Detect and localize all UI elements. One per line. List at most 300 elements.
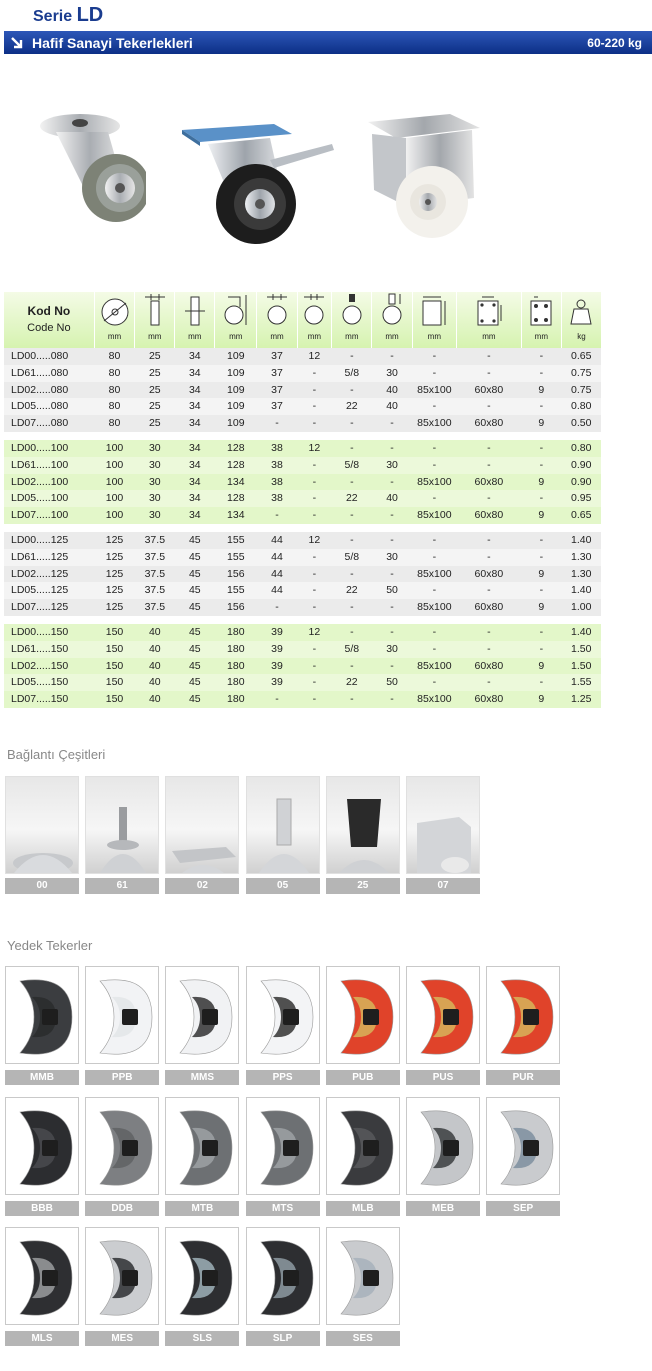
spare-wheel-photo xyxy=(5,1227,79,1325)
value-cell: 40 xyxy=(135,691,175,708)
spare-wheel-label: MLS xyxy=(5,1331,79,1346)
value-cell: 125 xyxy=(94,532,135,549)
value-cell: 180 xyxy=(215,624,257,641)
spare-wheel-item[interactable] xyxy=(406,1097,480,1216)
value-cell: 45 xyxy=(175,674,215,691)
value-cell: 38 xyxy=(257,490,297,507)
value-cell: - xyxy=(521,532,561,549)
value-cell: 0.80 xyxy=(561,398,601,415)
spare-wheel-item[interactable] xyxy=(326,966,400,1085)
code-cell: LD05.....125 xyxy=(4,582,94,599)
value-cell: - xyxy=(521,582,561,599)
spare-wheel-item[interactable] xyxy=(326,1097,400,1216)
value-cell: 60x80 xyxy=(457,382,522,399)
value-cell: - xyxy=(457,348,522,365)
value-cell: 25 xyxy=(135,348,175,365)
unit-label: mm xyxy=(482,332,496,342)
value-cell: 50 xyxy=(372,582,412,599)
spare-wheel-photo xyxy=(165,1097,239,1195)
connection-photo xyxy=(85,776,159,874)
spare-wheel-item[interactable] xyxy=(406,966,480,1085)
value-cell: 125 xyxy=(94,599,135,616)
value-cell: - xyxy=(521,365,561,382)
value-cell: 37 xyxy=(257,365,297,382)
value-cell: 37.5 xyxy=(135,549,175,566)
connection-photo xyxy=(165,776,239,874)
spare-wheel-image xyxy=(86,1098,159,1195)
value-cell: 60x80 xyxy=(457,691,522,708)
weight-icon xyxy=(569,297,593,327)
value-cell: 80 xyxy=(94,398,135,415)
value-cell: 0.80 xyxy=(561,440,601,457)
value-cell: - xyxy=(372,599,412,616)
value-cell: 38 xyxy=(257,457,297,474)
value-cell: - xyxy=(521,549,561,566)
connection-image xyxy=(86,777,159,874)
table-row xyxy=(4,398,601,415)
code-cell: LD61.....125 xyxy=(4,549,94,566)
value-cell: 45 xyxy=(175,549,215,566)
title-bar xyxy=(4,31,652,54)
value-cell: 34 xyxy=(175,474,215,491)
connection-item[interactable] xyxy=(326,776,400,894)
value-cell: - xyxy=(372,507,412,524)
value-cell: 40 xyxy=(372,382,412,399)
spare-wheel-label: MEB xyxy=(406,1201,480,1216)
bolt-spacing-icon xyxy=(474,293,504,327)
spare-wheel-photo xyxy=(406,966,480,1064)
value-cell: 1.40 xyxy=(561,624,601,641)
code-cell: LD02.....150 xyxy=(4,658,94,675)
value-cell: 30 xyxy=(372,549,412,566)
value-cell: 39 xyxy=(257,641,297,658)
table-row xyxy=(4,415,601,432)
value-cell: 34 xyxy=(175,382,215,399)
table-row xyxy=(4,691,601,708)
spare-wheel-image xyxy=(166,1098,239,1195)
spare-wheel-image xyxy=(327,1098,400,1195)
value-cell: 1.00 xyxy=(561,599,601,616)
value-cell: 85x100 xyxy=(412,474,456,491)
table-row xyxy=(4,532,601,549)
spare-wheel-label: BBB xyxy=(5,1201,79,1216)
value-cell: 22 xyxy=(332,582,372,599)
value-cell: 60x80 xyxy=(457,415,522,432)
table-row xyxy=(4,490,601,507)
value-cell: - xyxy=(457,490,522,507)
value-cell: 1.40 xyxy=(561,532,601,549)
value-cell: 25 xyxy=(135,398,175,415)
connection-image xyxy=(327,777,400,874)
code-cell: LD05.....150 xyxy=(4,674,94,691)
spare-wheel-item[interactable] xyxy=(326,1227,400,1346)
value-cell: 60x80 xyxy=(457,507,522,524)
code-cell: LD07.....080 xyxy=(4,415,94,432)
value-cell: - xyxy=(297,582,332,599)
connection-photo xyxy=(5,776,79,874)
value-cell: 0.65 xyxy=(561,348,601,365)
spare-wheel-item[interactable] xyxy=(165,1227,239,1346)
value-cell: 0.65 xyxy=(561,507,601,524)
col-total-height xyxy=(215,292,257,348)
table-row xyxy=(4,582,601,599)
value-cell: - xyxy=(521,641,561,658)
value-cell: 1.30 xyxy=(561,549,601,566)
spare-wheel-photo xyxy=(246,1097,320,1195)
connection-image xyxy=(6,777,79,874)
group-spacer xyxy=(4,432,601,440)
value-cell: 155 xyxy=(215,532,257,549)
unit-label: mm xyxy=(427,332,441,342)
value-cell: 44 xyxy=(257,532,297,549)
value-cell: 25 xyxy=(135,382,175,399)
value-cell: - xyxy=(332,382,372,399)
value-cell: 34 xyxy=(175,507,215,524)
table-row xyxy=(4,599,601,616)
spare-wheel-photo xyxy=(165,1227,239,1325)
value-cell: 30 xyxy=(135,474,175,491)
code-cell: LD05.....100 xyxy=(4,490,94,507)
table-row xyxy=(4,365,601,382)
table-header-row xyxy=(4,292,601,348)
spare-wheel-photo xyxy=(406,1097,480,1195)
table-row xyxy=(4,474,601,491)
connection-item[interactable] xyxy=(165,776,239,894)
spare-wheel-label: MES xyxy=(85,1331,159,1346)
value-cell: 37 xyxy=(257,348,297,365)
value-cell: 38 xyxy=(257,474,297,491)
arrow-down-right-icon xyxy=(10,36,24,50)
value-cell: 34 xyxy=(175,457,215,474)
plate-size-icon xyxy=(419,293,449,327)
value-cell: 37.5 xyxy=(135,599,175,616)
value-cell: - xyxy=(332,415,372,432)
unit-label: mm xyxy=(107,332,122,342)
value-cell: 30 xyxy=(135,490,175,507)
section-title: Hafif Sanayi Tekerlekleri xyxy=(32,34,193,51)
spare-wheel-label: MMS xyxy=(165,1070,239,1085)
value-cell: - xyxy=(332,532,372,549)
bolt-hole-icon xyxy=(300,293,328,327)
connection-item[interactable] xyxy=(406,776,480,894)
spare-wheel-item[interactable] xyxy=(85,1097,159,1216)
spec-table xyxy=(4,292,601,708)
spare-wheel-image xyxy=(327,1228,400,1325)
value-cell: 39 xyxy=(257,674,297,691)
spare-wheel-label: PPB xyxy=(85,1070,159,1085)
swivel-caster-bolt-hole-image xyxy=(28,108,146,226)
spare-wheel-image xyxy=(247,967,320,1064)
col-hole-diameter xyxy=(521,292,561,348)
value-cell: 134 xyxy=(215,507,257,524)
value-cell: 109 xyxy=(215,398,257,415)
value-cell: 150 xyxy=(94,624,135,641)
value-cell: 37.5 xyxy=(135,566,175,583)
spare-wheel-label: SLS xyxy=(165,1331,239,1346)
spare-wheel-label: MLB xyxy=(326,1201,400,1216)
value-cell: - xyxy=(372,624,412,641)
col-weight xyxy=(561,292,601,348)
unit-label: mm xyxy=(229,332,243,342)
connections-title: Bağlantı Çeşitleri xyxy=(7,747,106,762)
value-cell: - xyxy=(332,474,372,491)
value-cell: - xyxy=(297,674,332,691)
unit-label: mm xyxy=(345,332,359,342)
value-cell: - xyxy=(297,365,332,382)
value-cell: - xyxy=(521,348,561,365)
value-cell: 85x100 xyxy=(412,691,456,708)
value-cell: 40 xyxy=(372,490,412,507)
value-cell: 37 xyxy=(257,382,297,399)
spare-wheel-item[interactable] xyxy=(486,1097,560,1216)
spare-wheel-item[interactable] xyxy=(165,966,239,1085)
spare-wheel-item[interactable] xyxy=(5,1227,79,1346)
value-cell: - xyxy=(257,415,297,432)
hub-length-icon xyxy=(183,293,207,327)
value-cell: - xyxy=(257,599,297,616)
connection-label: 00 xyxy=(5,878,79,894)
spare-wheel-photo xyxy=(326,1227,400,1325)
value-cell: 60x80 xyxy=(457,599,522,616)
value-cell: - xyxy=(332,507,372,524)
table-row xyxy=(4,507,601,524)
value-cell: 125 xyxy=(94,566,135,583)
value-cell: - xyxy=(457,398,522,415)
spare-wheel-label: DDB xyxy=(85,1201,159,1216)
value-cell: 45 xyxy=(175,691,215,708)
table-row xyxy=(4,674,601,691)
spare-wheel-item[interactable] xyxy=(246,1097,320,1216)
value-cell: - xyxy=(412,641,456,658)
col-tread-width xyxy=(135,292,175,348)
value-cell: 30 xyxy=(135,440,175,457)
value-cell: - xyxy=(521,440,561,457)
value-cell: 9 xyxy=(521,658,561,675)
spare-wheel-item[interactable] xyxy=(5,1097,79,1216)
col-plate-size xyxy=(412,292,456,348)
value-cell: 1.50 xyxy=(561,641,601,658)
kod-no-label: Kod No xyxy=(27,304,71,319)
value-cell: - xyxy=(297,658,332,675)
value-cell: 40 xyxy=(135,641,175,658)
value-cell: 156 xyxy=(215,566,257,583)
value-cell: 37 xyxy=(257,398,297,415)
value-cell: - xyxy=(521,398,561,415)
value-cell: 1.25 xyxy=(561,691,601,708)
connection-item[interactable] xyxy=(85,776,159,894)
value-cell: 9 xyxy=(521,691,561,708)
value-cell: 60x80 xyxy=(457,474,522,491)
connection-photo xyxy=(246,776,320,874)
unit-label: mm xyxy=(188,332,202,342)
value-cell: 45 xyxy=(175,658,215,675)
value-cell: - xyxy=(297,549,332,566)
value-cell: 128 xyxy=(215,457,257,474)
code-cell: LD00.....080 xyxy=(4,348,94,365)
connection-label: 05 xyxy=(246,878,320,894)
value-cell: 0.90 xyxy=(561,474,601,491)
value-cell: - xyxy=(372,691,412,708)
spare-wheel-image xyxy=(487,1098,560,1195)
table-row xyxy=(4,440,601,457)
value-cell: 45 xyxy=(175,641,215,658)
spare-wheel-item[interactable] xyxy=(486,966,560,1085)
code-cell: LD61.....100 xyxy=(4,457,94,474)
value-cell: 0.75 xyxy=(561,382,601,399)
value-cell: - xyxy=(412,549,456,566)
value-cell: 44 xyxy=(257,582,297,599)
value-cell: 30 xyxy=(135,457,175,474)
spare-wheel-label: SEP xyxy=(486,1201,560,1216)
hole-diameter-icon xyxy=(527,293,555,327)
value-cell: - xyxy=(521,457,561,474)
value-cell: 34 xyxy=(175,440,215,457)
value-cell: - xyxy=(297,641,332,658)
value-cell: - xyxy=(372,566,412,583)
value-cell: 22 xyxy=(332,674,372,691)
value-cell: 34 xyxy=(175,490,215,507)
value-cell: 156 xyxy=(215,599,257,616)
code-cell: LD61.....080 xyxy=(4,365,94,382)
value-cell: 38 xyxy=(257,440,297,457)
value-cell: - xyxy=(457,582,522,599)
series-label: Serie xyxy=(33,8,73,25)
spare-wheel-label: MMB xyxy=(5,1070,79,1085)
value-cell: 85x100 xyxy=(412,566,456,583)
value-cell: 9 xyxy=(521,507,561,524)
spare-wheel-item[interactable] xyxy=(246,966,320,1085)
wheel-diameter-icon xyxy=(98,297,132,327)
value-cell: 80 xyxy=(94,348,135,365)
value-cell: - xyxy=(457,457,522,474)
unit-label: mm xyxy=(270,332,284,342)
value-cell: 109 xyxy=(215,415,257,432)
spare-wheel-item[interactable] xyxy=(246,1227,320,1346)
value-cell: 34 xyxy=(175,398,215,415)
connection-label: 02 xyxy=(165,878,239,894)
value-cell: 5/8 xyxy=(332,365,372,382)
spare-wheel-image xyxy=(166,967,239,1064)
value-cell: 12 xyxy=(297,532,332,549)
value-cell: 100 xyxy=(94,474,135,491)
value-cell: 150 xyxy=(94,641,135,658)
value-cell: 0.50 xyxy=(561,415,601,432)
connection-photo xyxy=(406,776,480,874)
value-cell: 100 xyxy=(94,457,135,474)
value-cell: 34 xyxy=(175,348,215,365)
table-row xyxy=(4,641,601,658)
group-spacer xyxy=(4,524,601,532)
value-cell: 40 xyxy=(135,674,175,691)
table-row xyxy=(4,624,601,641)
connection-label: 25 xyxy=(326,878,400,894)
value-cell: - xyxy=(457,549,522,566)
value-cell: 5/8 xyxy=(332,549,372,566)
value-cell: - xyxy=(332,566,372,583)
value-cell: - xyxy=(457,674,522,691)
value-cell: - xyxy=(457,532,522,549)
value-cell: 9 xyxy=(521,474,561,491)
value-cell: - xyxy=(297,507,332,524)
spare-wheel-image xyxy=(407,1098,480,1195)
connection-item[interactable] xyxy=(246,776,320,894)
spare-wheel-item[interactable] xyxy=(165,1097,239,1216)
connection-item[interactable] xyxy=(5,776,79,894)
value-cell: 109 xyxy=(215,365,257,382)
value-cell: 40 xyxy=(372,398,412,415)
value-cell: 30 xyxy=(372,365,412,382)
spare-wheel-item[interactable] xyxy=(85,1227,159,1346)
value-cell: 9 xyxy=(521,382,561,399)
value-cell: - xyxy=(521,624,561,641)
value-cell: - xyxy=(457,624,522,641)
table-row xyxy=(4,348,601,365)
spare-wheel-label: SLP xyxy=(246,1331,320,1346)
spare-wheel-image xyxy=(247,1098,320,1195)
spacer-cell xyxy=(4,616,601,624)
spare-wheel-image xyxy=(247,1228,320,1325)
value-cell: 39 xyxy=(257,658,297,675)
connection-image xyxy=(407,777,480,874)
value-cell: 22 xyxy=(332,490,372,507)
spare-wheel-item[interactable] xyxy=(5,966,79,1085)
spare-wheel-image xyxy=(407,967,480,1064)
value-cell: 5/8 xyxy=(332,457,372,474)
value-cell: - xyxy=(297,398,332,415)
value-cell: 180 xyxy=(215,641,257,658)
group-spacer xyxy=(4,616,601,624)
value-cell: - xyxy=(457,641,522,658)
value-cell: 80 xyxy=(94,415,135,432)
spacer-cell xyxy=(4,432,601,440)
unit-label: kg xyxy=(577,332,586,342)
value-cell: 39 xyxy=(257,624,297,641)
col-bolt-spacing xyxy=(457,292,522,348)
spare-wheel-photo xyxy=(486,966,560,1064)
value-cell: 155 xyxy=(215,549,257,566)
value-cell: - xyxy=(297,474,332,491)
total-height-icon xyxy=(222,293,250,327)
swivel-caster-brake-image xyxy=(178,120,338,250)
value-cell: 40 xyxy=(135,624,175,641)
value-cell: 180 xyxy=(215,674,257,691)
stem-length-icon xyxy=(378,293,406,327)
value-cell: - xyxy=(521,674,561,691)
value-cell: - xyxy=(297,457,332,474)
value-cell: 1.40 xyxy=(561,582,601,599)
value-cell: 37.5 xyxy=(135,582,175,599)
spare-wheel-item[interactable] xyxy=(85,966,159,1085)
value-cell: 25 xyxy=(135,365,175,382)
code-cell: LD61.....150 xyxy=(4,641,94,658)
connection-image xyxy=(247,777,320,874)
value-cell: 40 xyxy=(135,658,175,675)
spare-wheel-photo xyxy=(246,1227,320,1325)
value-cell: - xyxy=(412,440,456,457)
value-cell: 100 xyxy=(94,440,135,457)
spec-table-body xyxy=(4,348,601,708)
value-cell: 45 xyxy=(175,582,215,599)
value-cell: 85x100 xyxy=(412,658,456,675)
code-no-label: Code No xyxy=(27,322,71,334)
code-cell: LD02.....100 xyxy=(4,474,94,491)
spare-wheel-photo xyxy=(326,1097,400,1195)
unit-label: mm xyxy=(385,332,399,342)
code-cell: LD02.....080 xyxy=(4,382,94,399)
value-cell: 109 xyxy=(215,348,257,365)
value-cell: 25 xyxy=(135,415,175,432)
spacer-cell xyxy=(4,524,601,532)
